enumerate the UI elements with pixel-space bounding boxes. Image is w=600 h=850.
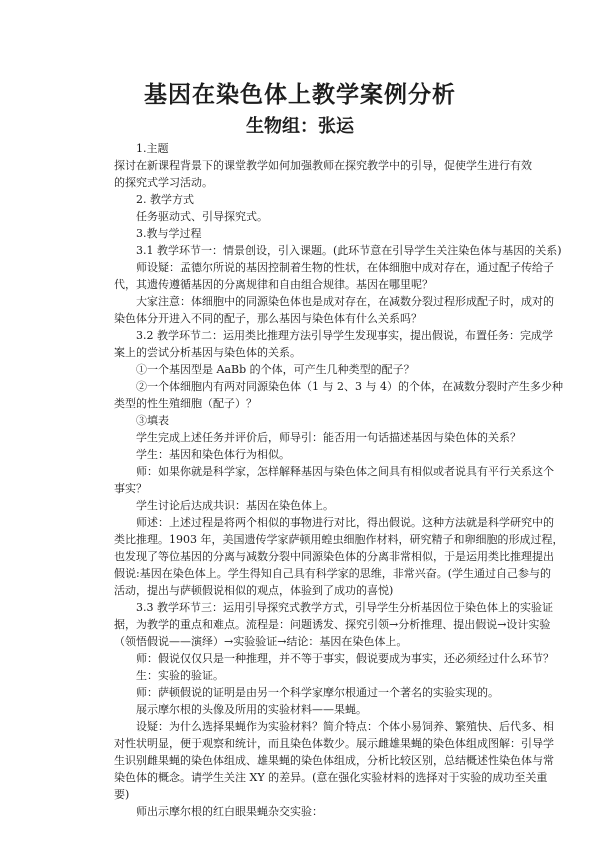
text-line: 案上的尝试分析基因与染色体的关系。 [114, 346, 301, 359]
author-line: 生物组：张运 [246, 116, 354, 137]
text-line: 3.2 教学环节二：运用类比推理方法引导学生发现事实，提出假说，布置任务：完成学 [136, 329, 553, 342]
document-title: 基因在染色体上教学案例分析 [144, 82, 456, 108]
text-line: 学生完成上述任务并评价后，师导引：能否用一句话描述基因与染色体的关系？ [136, 431, 521, 444]
text-line: 生：实验的验证。 [136, 669, 224, 682]
text-line: 染色体分开进入不同的配子，那么基因与染色体有什么关系吗？ [114, 312, 422, 325]
text-line: 师：如果你就是科学家，怎样解释基因与染色体之间具有相似或者说具有平行关系这个 [136, 465, 554, 478]
text-line: 师设疑：孟德尔所说的基因控制着生物的性状，在体细胞中成对存在，通过配子传给子 [136, 261, 554, 274]
text-line: 3.1 教学环节一：情景创设，引入课题。(此环节意在引导学生关注染色体与基因的关系) [136, 244, 562, 257]
text-line: ③填表 [136, 414, 169, 427]
text-line: 据，为教学的重点和难点。流程是：问题诱发、探究引领→分析推理、提出假说→设计实验 [114, 618, 551, 631]
text-line: 的探究式学习活动。 [114, 176, 213, 189]
text-line: 师述：上述过程是将两个相似的事物进行对比，得出假说。这种方法就是科学研究中的 [136, 516, 554, 529]
text-line: ②一个体细胞内有两对同源染色体（1 与 2、3 与 4）的个体，在减数分裂时产生多少种 [136, 380, 563, 393]
text-line: 事实？ [114, 482, 147, 495]
text-line: 生识别雌果蝇的染色体组成、雄果蝇的染色体组成，分析比较区别，总结概述性染色体与常 [114, 754, 554, 767]
text-line: 也发现了等位基因的分离与减数分裂中同源染色体的分离非常相似，于是运用类比推理提出 [114, 550, 554, 563]
text-line: 假说:基因在染色体上。学生得知自己具有科学家的思维，非常兴奋。(学生通过自己参与的 [114, 567, 551, 580]
text-line: ①一个基因型是 AaBb 的个体，可产生几种类型的配子？ [136, 363, 415, 376]
text-line: 1.主题 [136, 142, 169, 155]
text-line: 展示摩尔根的头像及所用的实验材料——果蝇。 [136, 703, 367, 716]
text-line: 染色体的概念。请学生关注 XY 的差异。(意在强化实验材料的选择对于实验的成功至关重 [114, 771, 548, 784]
text-line: 要) [114, 788, 130, 801]
text-line: 探讨在新课程背景下的课堂教学如何加强教师在探究教学中的引导，促使学生进行有效 [114, 159, 532, 172]
text-line: 师：假说仅仅只是一种推理，并不等于事实，假说要成为事实，还必须经过什么环节？ [136, 652, 554, 665]
document-body [114, 140, 564, 820]
text-line: 对性状明显，便于观察和统计，而且染色体数少。展示雌雄果蝇的染色体组成图解：引导学 [114, 737, 554, 750]
text-line: 大家注意：体细胞中的同源染色体也是成对存在，在减数分裂过程形成配子时，成对的 [136, 295, 554, 308]
text-line: 设疑：为什么选择果蝇作为实验材料？简介特点：个体小易饲养、繁殖快、后代多、相 [136, 720, 554, 733]
text-line: 2. 教学方式 [136, 193, 194, 206]
text-line: 类比推理。1903 年，美国遗传学家萨顿用蝗虫细胞作材料，研究精子和卵细胞的形成过程， [114, 533, 564, 546]
text-line: 学生讨论后达成共识：基因在染色体上。 [136, 499, 334, 512]
text-line: 师：萨顿假说的证明是由另一个科学家摩尔根通过一个著名的实验实现的。 [136, 686, 499, 699]
text-line: 代，其遗传遵循基因的分离规律和自由组合规律。基因在哪里呢？ [114, 278, 433, 291]
text-line: 师出示摩尔根的红白眼果蝇杂交实验： [136, 805, 323, 818]
text-line: 类型的性生殖细胞（配子）？ [114, 397, 257, 410]
text-line: 3.3 教学环节三：运用引导探究式教学方式，引导学生分析基因位于染色体上的实验证 [136, 601, 553, 614]
text-line: 活动，提出与萨顿假说相似的观点，体验到了成功的喜悦) [114, 584, 394, 597]
text-line: 学生：基因和染色体行为相似。 [136, 448, 290, 461]
text-line: （领悟假说——演绎）→实验验证→结论：基因在染色体上。 [114, 635, 408, 648]
text-line: 3.教与学过程 [136, 227, 202, 240]
text-line: 任务驱动式、引导探究式。 [136, 210, 268, 223]
